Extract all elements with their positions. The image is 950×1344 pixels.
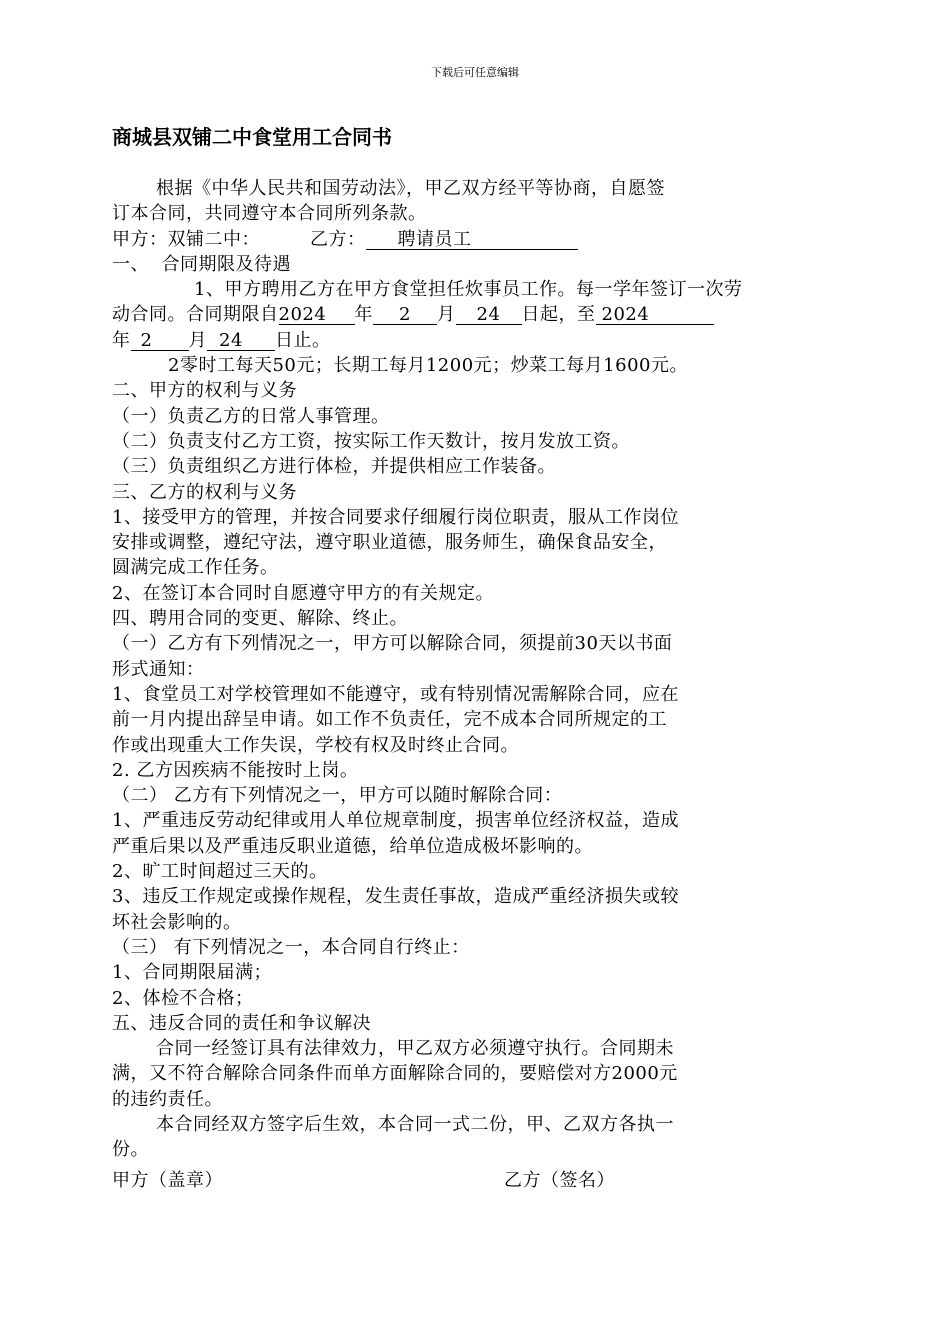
section2-heading: 二、甲方的权利与义务: [112, 380, 297, 402]
document-title: 商城县双铺二中食堂用工合同书: [112, 125, 392, 149]
section3-item1-line-3: 圆满完成工作任务。: [112, 557, 279, 579]
end-month-char: 月: [188, 329, 207, 351]
section3-heading: 三、乙方的权利与义务: [112, 481, 297, 503]
section3-item1-line-1: 1、接受甲方的管理，并按合同要求仔细履行岗位职责，服从工作岗位: [112, 506, 679, 528]
section4-sub1-line-2: 形式通知：: [112, 658, 205, 680]
start-year: 2024: [279, 305, 355, 325]
section4-heading: 四、聘用合同的变更、解除、终止。: [112, 608, 408, 630]
section4-sub1-item1-line-1: 1、食堂员工对学校管理如不能遵守，或有特别情况需解除合同，应在: [112, 683, 679, 705]
section4-sub1-item-2: 2. 乙方因疾病不能按时上岗。: [112, 759, 359, 781]
parties-line: [112, 227, 832, 252]
start-day: 24: [456, 305, 522, 325]
section4-sub3-item-1: 1、合同期限届满；: [112, 962, 272, 984]
start-month-char: 月: [437, 304, 456, 326]
party-a-value: 双铺二中：: [167, 228, 260, 250]
section4-sub2-item3-line-1: 3、违反工作规定或操作规程，发生责任事故，造成严重经济损失或较: [112, 886, 679, 908]
end-year: 2024: [596, 305, 714, 325]
section4-sub2-item1-line-1: 1、严重违反劳动纪律或用人单位规章制度，损害单位经济权益，造成: [112, 810, 679, 832]
party-a-signature: 甲方（盖章）: [112, 1170, 223, 1191]
party-b-signature: 乙方（签名）: [504, 1170, 615, 1191]
contract-body: [112, 176, 832, 1163]
start-month: 2: [373, 305, 437, 325]
section4-sub3-heading: （三） 有下列情况之一，本合同自行终止：: [112, 936, 470, 958]
section5-heading: 五、违反合同的责任和争议解决: [112, 1012, 371, 1034]
wages-line: 2零时工每天50元；长期工每月1200元；炒菜工每月1600元。: [168, 355, 688, 377]
section4-sub3-item-2: 2、体检不合格；: [112, 987, 254, 1009]
end-day: 24: [207, 331, 275, 351]
section1-heading: 一、 合同期限及待遇: [112, 253, 291, 275]
section2-item-2: （二）负责支付乙方工资，按实际工作天数计，按月发放工资。: [112, 430, 630, 452]
intro-line-2: 订本合同，共同遵守本合同所列条款。: [112, 203, 427, 225]
section4-sub1-item1-line-3: 作或出现重大工作失误，学校有权及时终止合同。: [112, 734, 519, 756]
party-b-value: 聘请员工: [397, 228, 472, 250]
section1-para-line-1: 1、甲方聘用乙方在甲方食堂担任炊事员工作。每一学年签订一次劳: [194, 279, 743, 301]
section5-p2-line-1: 本合同经双方签字后生效，本合同一式二份，甲、乙双方各执一: [156, 1113, 674, 1135]
section4-sub2-item1-line-2: 严重后果以及严重违反职业道德，给单位造成极坏影响的。: [112, 835, 593, 857]
term-prefix: 动合同。合同期限自: [112, 304, 279, 326]
section5-p1-line-3: 的违约责任。: [112, 1088, 223, 1110]
section1-term-end-line: [112, 328, 832, 353]
section2-item-1: （一）负责乙方的日常人事管理。: [112, 405, 390, 427]
start-year-char: 年: [354, 304, 373, 326]
section4-sub1-item1-line-2: 前一月内提出辞呈申请。如工作不负责任，完不成本合同所规定的工: [112, 709, 667, 731]
section1-term-line: [112, 302, 832, 327]
start-day-suffix: 日起，至: [521, 304, 596, 326]
intro-line-1: 根据《中华人民共和国劳动法》，甲乙双方经平等协商，自愿签: [156, 178, 665, 199]
section2-item-3: （三）负责组织乙方进行体检，并提供相应工作装备。: [112, 456, 556, 478]
section4-sub2-item3-line-2: 坏社会影响的。: [112, 911, 242, 933]
section4-sub1-line-1: （一）乙方有下列情况之一，甲方可以解除合同，须提前30天以书面: [112, 633, 673, 655]
party-b-field: [366, 230, 578, 250]
section3-item-2: 2、在签订本合同时自愿遵守甲方的有关规定。: [112, 582, 494, 604]
end-month: 2: [131, 331, 189, 351]
section4-sub2-heading: （二） 乙方有下列情况之一，甲方可以随时解除合同：: [112, 785, 563, 807]
section4-sub2-item-2: 2、旷工时间超过三天的。: [112, 861, 328, 883]
section5-p1-line-2: 满，又不符合解除合同条件而单方面解除合同的，要赔偿对方2000元: [112, 1063, 678, 1085]
end-day-suffix: 日止。: [275, 329, 331, 351]
end-year-char: 年: [112, 329, 131, 351]
party-b-label: 乙方：: [310, 228, 366, 250]
download-note: 下载后可任意编辑: [431, 66, 519, 79]
party-a-label: 甲方：: [112, 228, 168, 250]
section5-p2-line-2: 份。: [112, 1139, 149, 1161]
section3-item1-line-2: 安排或调整，遵纪守法，遵守职业道德，服务师生，确保食品安全，: [112, 532, 667, 554]
section5-p1-line-1: 合同一经签订具有法律效力，甲乙双方必须遵守执行。合同期未: [156, 1038, 674, 1060]
